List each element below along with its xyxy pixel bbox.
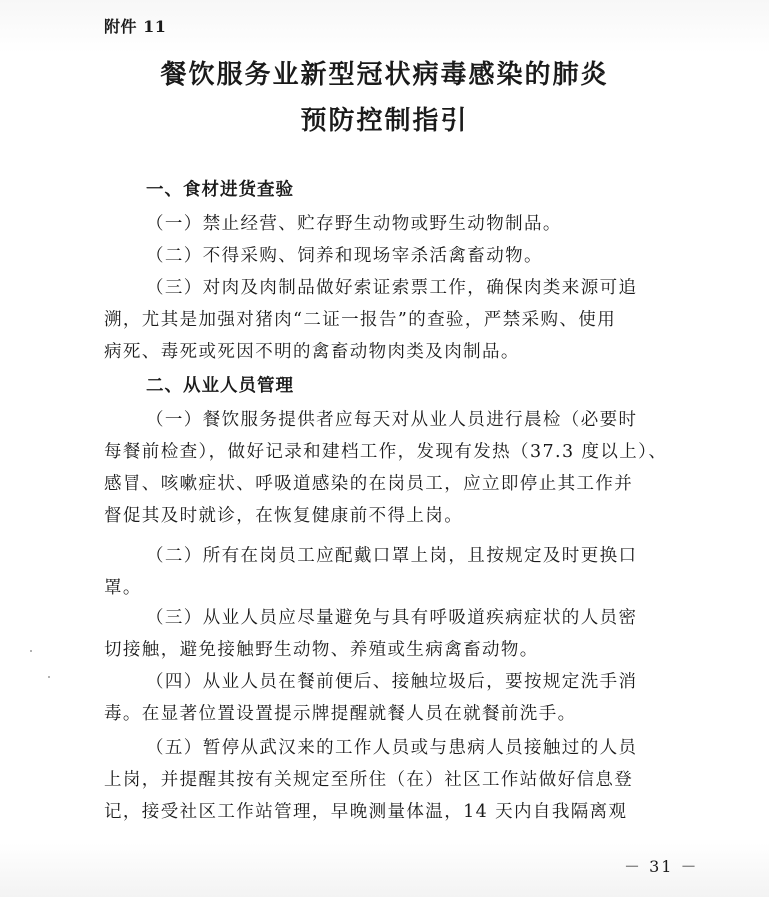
section-2-heading: 二、从业人员管理 — [146, 376, 294, 396]
section-2-item-2-line-2: 罩。 — [104, 578, 142, 598]
section-2-item-4-line-1: （四）从业人员在餐前便后、接触垃圾后，要按规定洗手消 — [146, 672, 638, 692]
section-1-item-1: （一）禁止经营、贮存野生动物或野生动物制品。 — [146, 214, 562, 234]
section-2-item-1-line-1: （一）餐饮服务提供者应每天对从业人员进行晨检（必要时 — [146, 410, 638, 430]
document-title-line-1: 餐饮服务业新型冠状病毒感染的肺炎 — [160, 60, 609, 90]
section-2-item-1-line-2: 每餐前检查），做好记录和建档工作，发现有发热（37.3 度以上）、 — [104, 442, 668, 462]
section-2-item-5-line-1: （五）暂停从武汉来的工作人员或与患病人员接触过的人员 — [146, 738, 638, 758]
section-2-item-1-line-3: 感冒、咳嗽症状、呼吸道感染的在岗员工，应立即停止其工作并 — [104, 474, 634, 494]
section-1-item-2: （二）不得采购、饲养和现场宰杀活禽畜动物。 — [146, 246, 543, 266]
section-2-item-5-line-3: 记，接受社区工作站管理，早晚测量体温，14 天内自我隔离观 — [104, 802, 628, 822]
section-2-item-3-line-1: （三）从业人员应尽量避免与具有呼吸道疾病症状的人员密 — [146, 608, 638, 628]
section-2-item-2-line-1: （二）所有在岗员工应配戴口罩上岗，且按规定及时更换口 — [146, 546, 638, 566]
page-number: － 31 － — [624, 857, 699, 876]
section-1-item-3-line-2: 溯，尤其是加强对猪肉“二证一报告”的查验，严禁采购、使用 — [104, 310, 617, 330]
section-2-item-1-line-4: 督促其及时就诊，在恢复健康前不得上岗。 — [104, 506, 464, 526]
section-1-item-3-line-1: （三）对肉及肉制品做好索证索票工作，确保肉类来源可追 — [146, 278, 638, 298]
section-2-item-5-line-2: 上岗，并提醒其按有关规定至所住（在）社区工作站做好信息登 — [104, 770, 634, 790]
section-1-item-3-line-3: 病死、毒死或死因不明的禽畜动物肉类及肉制品。 — [104, 342, 520, 362]
section-2-item-3-line-2: 切接触，避免接触野生动物、养殖或生病禽畜动物。 — [104, 640, 539, 660]
section-2-item-4-line-2: 毒。在显著位置设置提示牌提醒就餐人员在就餐前洗手。 — [104, 704, 577, 724]
document-title-line-2: 预防控制指引 — [300, 106, 469, 136]
section-1-heading: 一、食材进货查验 — [146, 180, 294, 200]
scan-speck — [30, 650, 32, 652]
scan-speck — [48, 676, 50, 678]
attachment-label: 附件 11 — [104, 17, 167, 36]
